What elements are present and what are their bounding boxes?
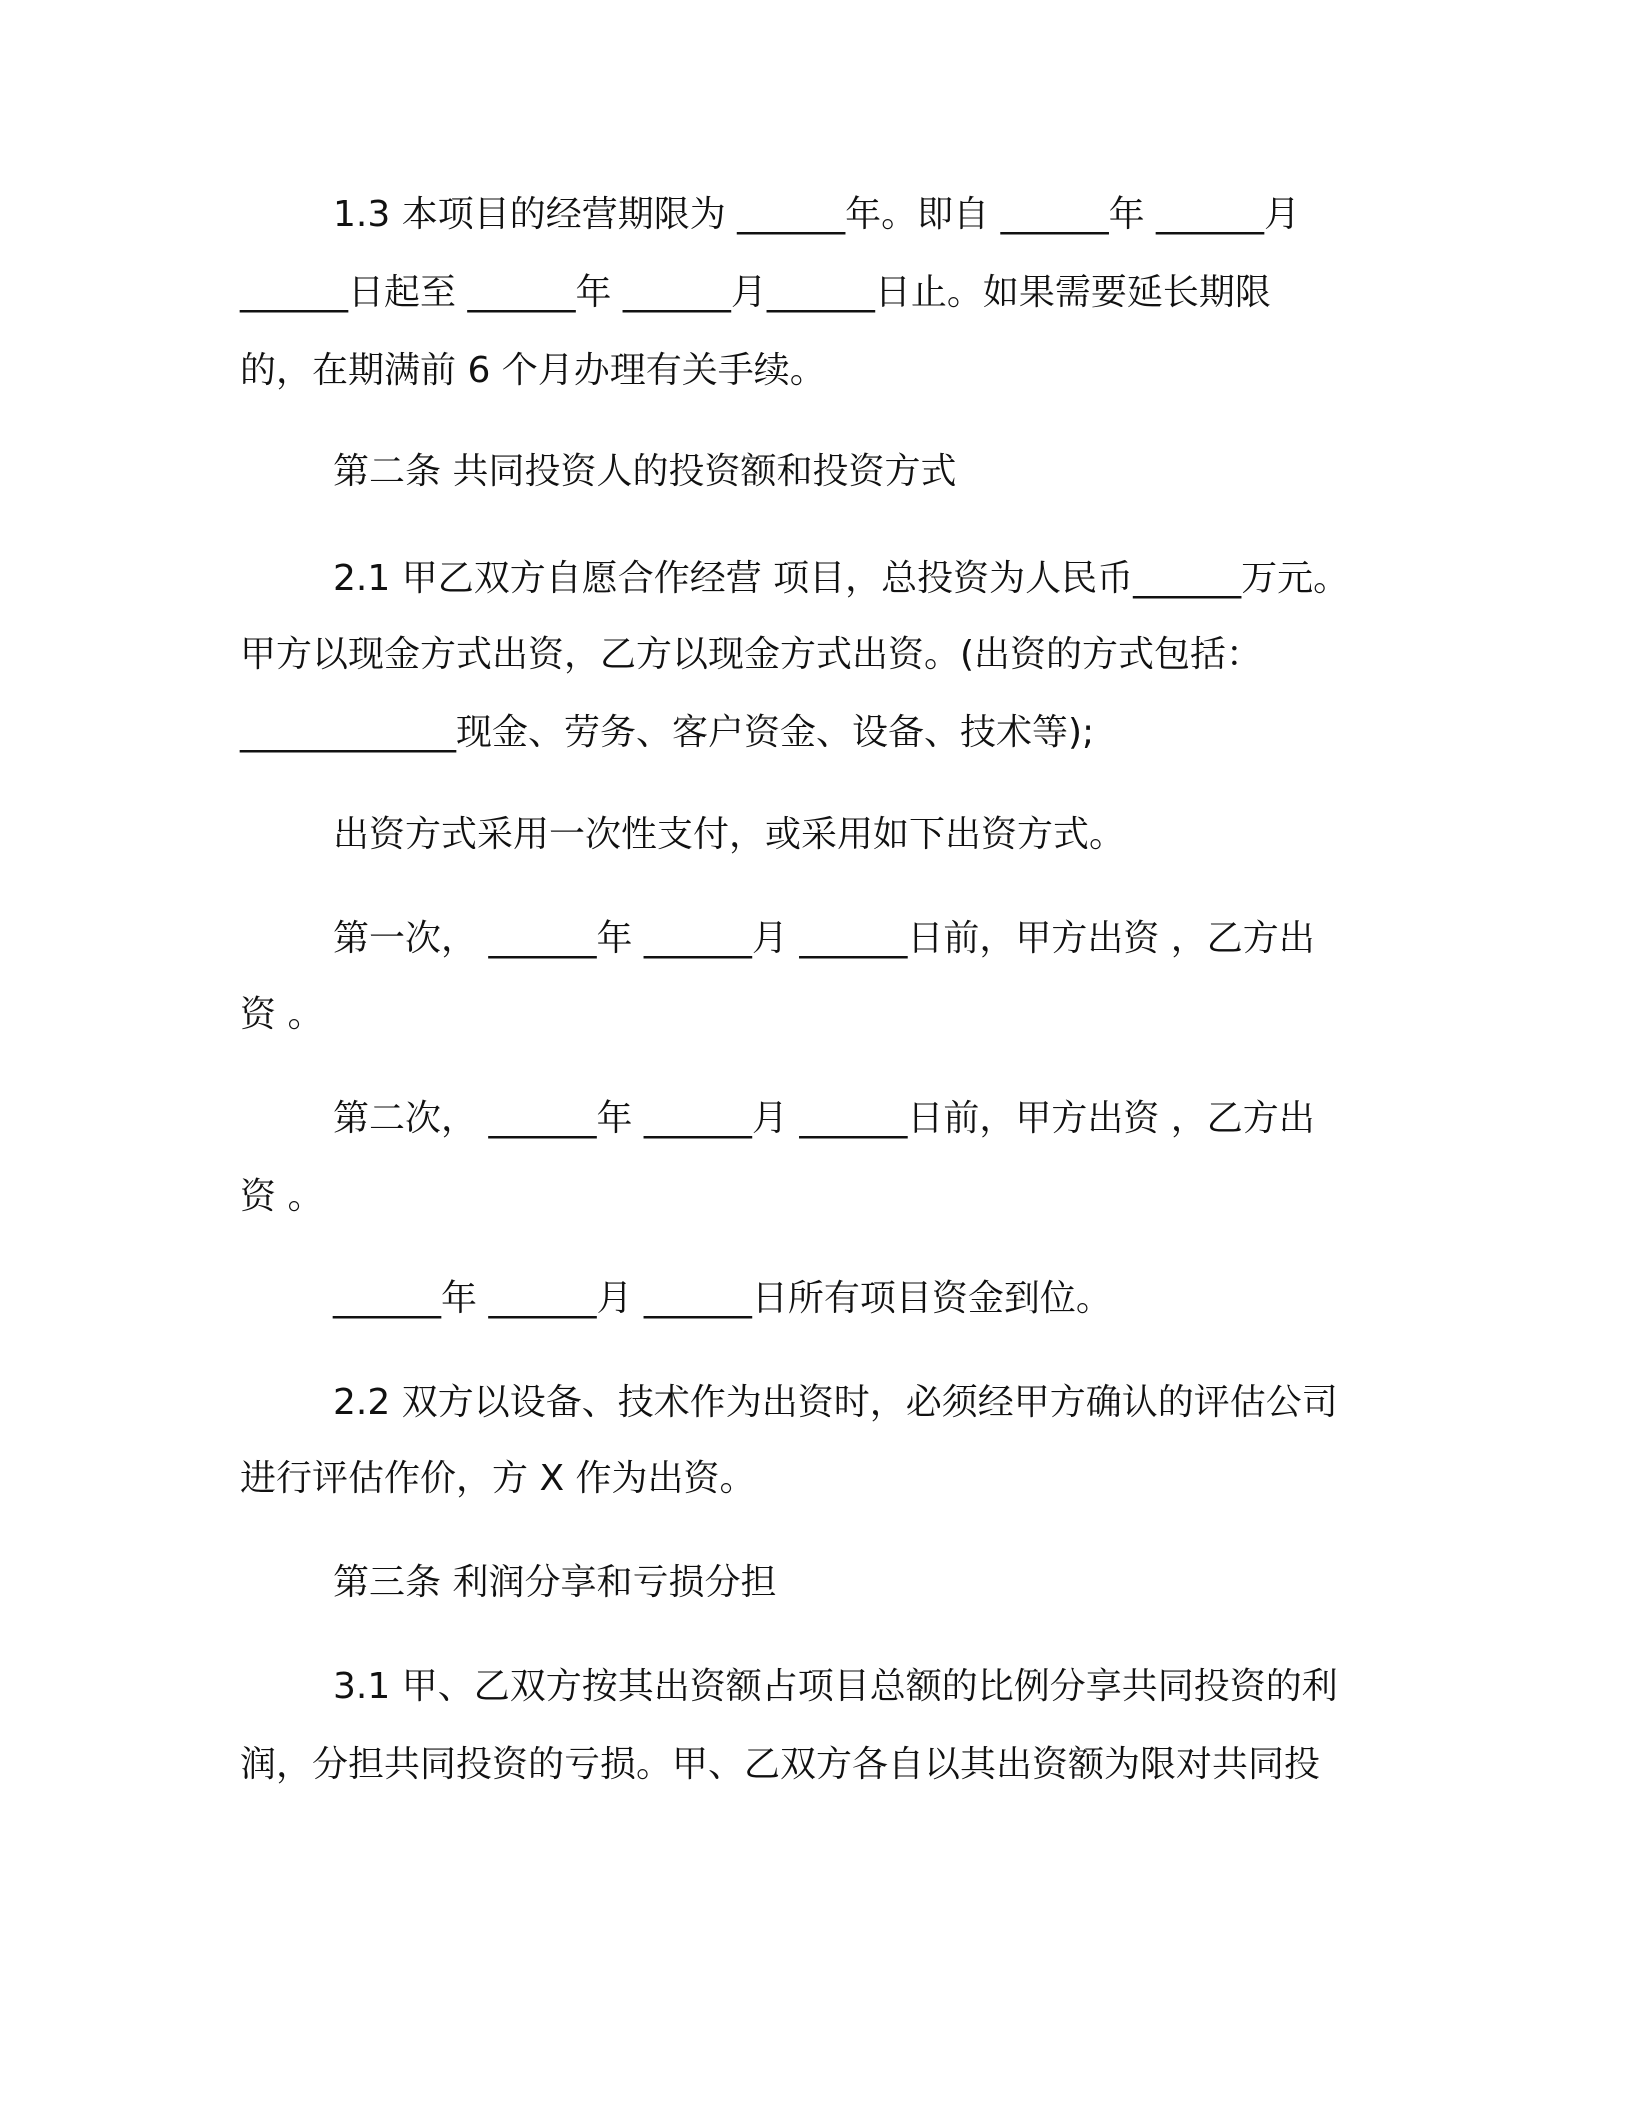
article-3-heading: 第三条 利润分享和亏损分担 bbox=[333, 1562, 777, 1603]
article-2-heading: 第二条 共同投资人的投资额和投资方式 bbox=[333, 451, 957, 492]
clause-2-1-line-3: ____________现金、劳务、客户资金、设备、技术等); bbox=[240, 712, 1095, 753]
clause-1-3-line-2: ______日起至 ______年 ______月______日止。如果需要延长期限 bbox=[240, 272, 1271, 313]
clause-2-1-line-1: 2.1 甲乙双方自愿合作经营 项目，总投资为人民币______万元。 bbox=[333, 558, 1350, 599]
payment-method-line: 出资方式采用一次性支付，或采用如下出资方式。 bbox=[333, 814, 1126, 855]
funds-in-place-line: ______年 ______月 ______日所有项目资金到位。 bbox=[333, 1278, 1112, 1319]
clause-3-1-line-2: 润，分担共同投资的亏损。甲、乙双方各自以其出资额为限对共同投 bbox=[240, 1744, 1321, 1785]
clause-1-3-line-3: 的，在期满前 6 个月办理有关手续。 bbox=[240, 350, 826, 391]
first-installment-line-1: 第一次， ______年 ______月 ______日前，甲方出资 ，乙方出 bbox=[333, 918, 1315, 959]
clause-3-1-line-1: 3.1 甲、乙双方按其出资额占项目总额的比例分享共同投资的利 bbox=[333, 1666, 1338, 1707]
second-installment-line-2: 资 。 bbox=[240, 1176, 324, 1217]
first-installment-line-2: 资 。 bbox=[240, 994, 324, 1035]
second-installment-line-1: 第二次， ______年 ______月 ______日前，甲方出资 ，乙方出 bbox=[333, 1098, 1315, 1139]
clause-1-3-line-1: 1.3 本项目的经营期限为 ______年。即自 ______年 ______月 bbox=[333, 194, 1301, 235]
clause-2-2-line-1: 2.2 双方以设备、技术作为出资时，必须经甲方确认的评估公司 bbox=[333, 1382, 1338, 1423]
clause-2-2-line-2: 进行评估作价，方 X 作为出资。 bbox=[240, 1458, 756, 1499]
clause-2-1-line-2: 甲方以现金方式出资，乙方以现金方式出资。(出资的方式包括： bbox=[240, 634, 1263, 675]
